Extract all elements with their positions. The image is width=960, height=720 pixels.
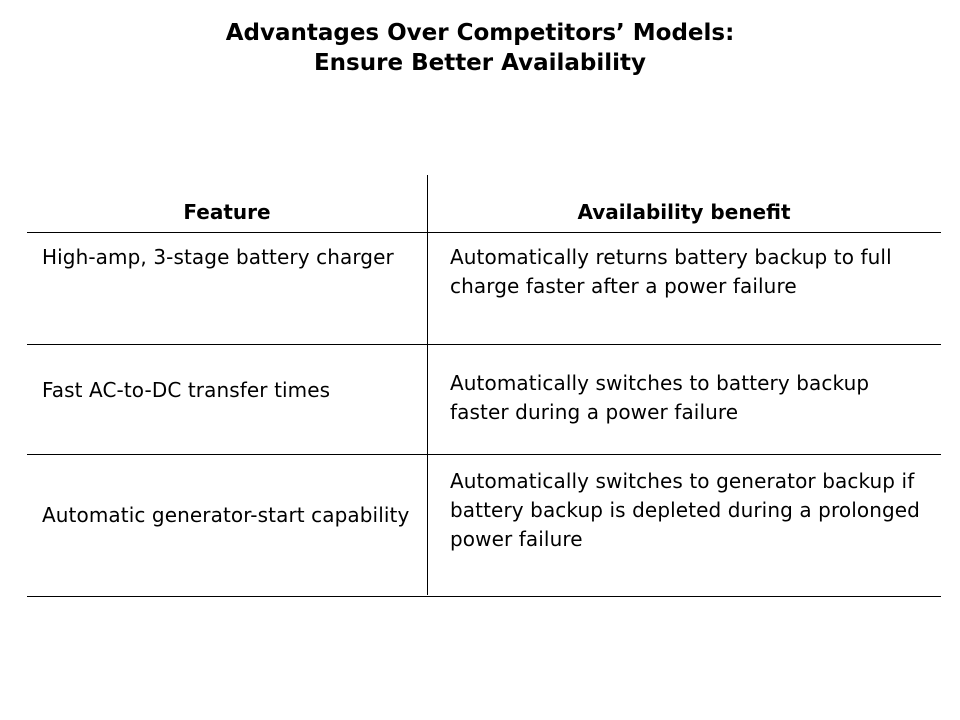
slide-title-line-1: Advantages Over Competitors’ Models: bbox=[225, 20, 735, 46]
row-1-benefit: Automatically returns battery backup to full charge faster after a power failure bbox=[450, 245, 892, 298]
row-divider-1 bbox=[27, 344, 941, 345]
row-2-feature: Fast AC-to-DC transfer times bbox=[42, 378, 331, 402]
row-2-benefit: Automatically switches to battery backup faster during a power failure bbox=[450, 371, 870, 424]
slide-title bbox=[0, 18, 960, 78]
header-benefit: Availability benefit bbox=[577, 200, 791, 224]
column-divider bbox=[427, 175, 428, 595]
row-1-feature: High-amp, 3-stage battery charger bbox=[42, 245, 394, 269]
row-3-feature: Automatic generator-start capability bbox=[42, 503, 410, 527]
table-bottom-border bbox=[27, 596, 941, 597]
row-3-benefit: Automatically switches to generator backup if battery backup is depleted during a prolonged power failure bbox=[450, 469, 920, 551]
row-divider-2 bbox=[27, 454, 941, 455]
feature-benefit-table bbox=[27, 175, 941, 597]
slide-title-line-2: Ensure Better Availability bbox=[313, 50, 647, 76]
header-divider bbox=[27, 232, 941, 233]
header-feature: Feature bbox=[183, 200, 271, 224]
